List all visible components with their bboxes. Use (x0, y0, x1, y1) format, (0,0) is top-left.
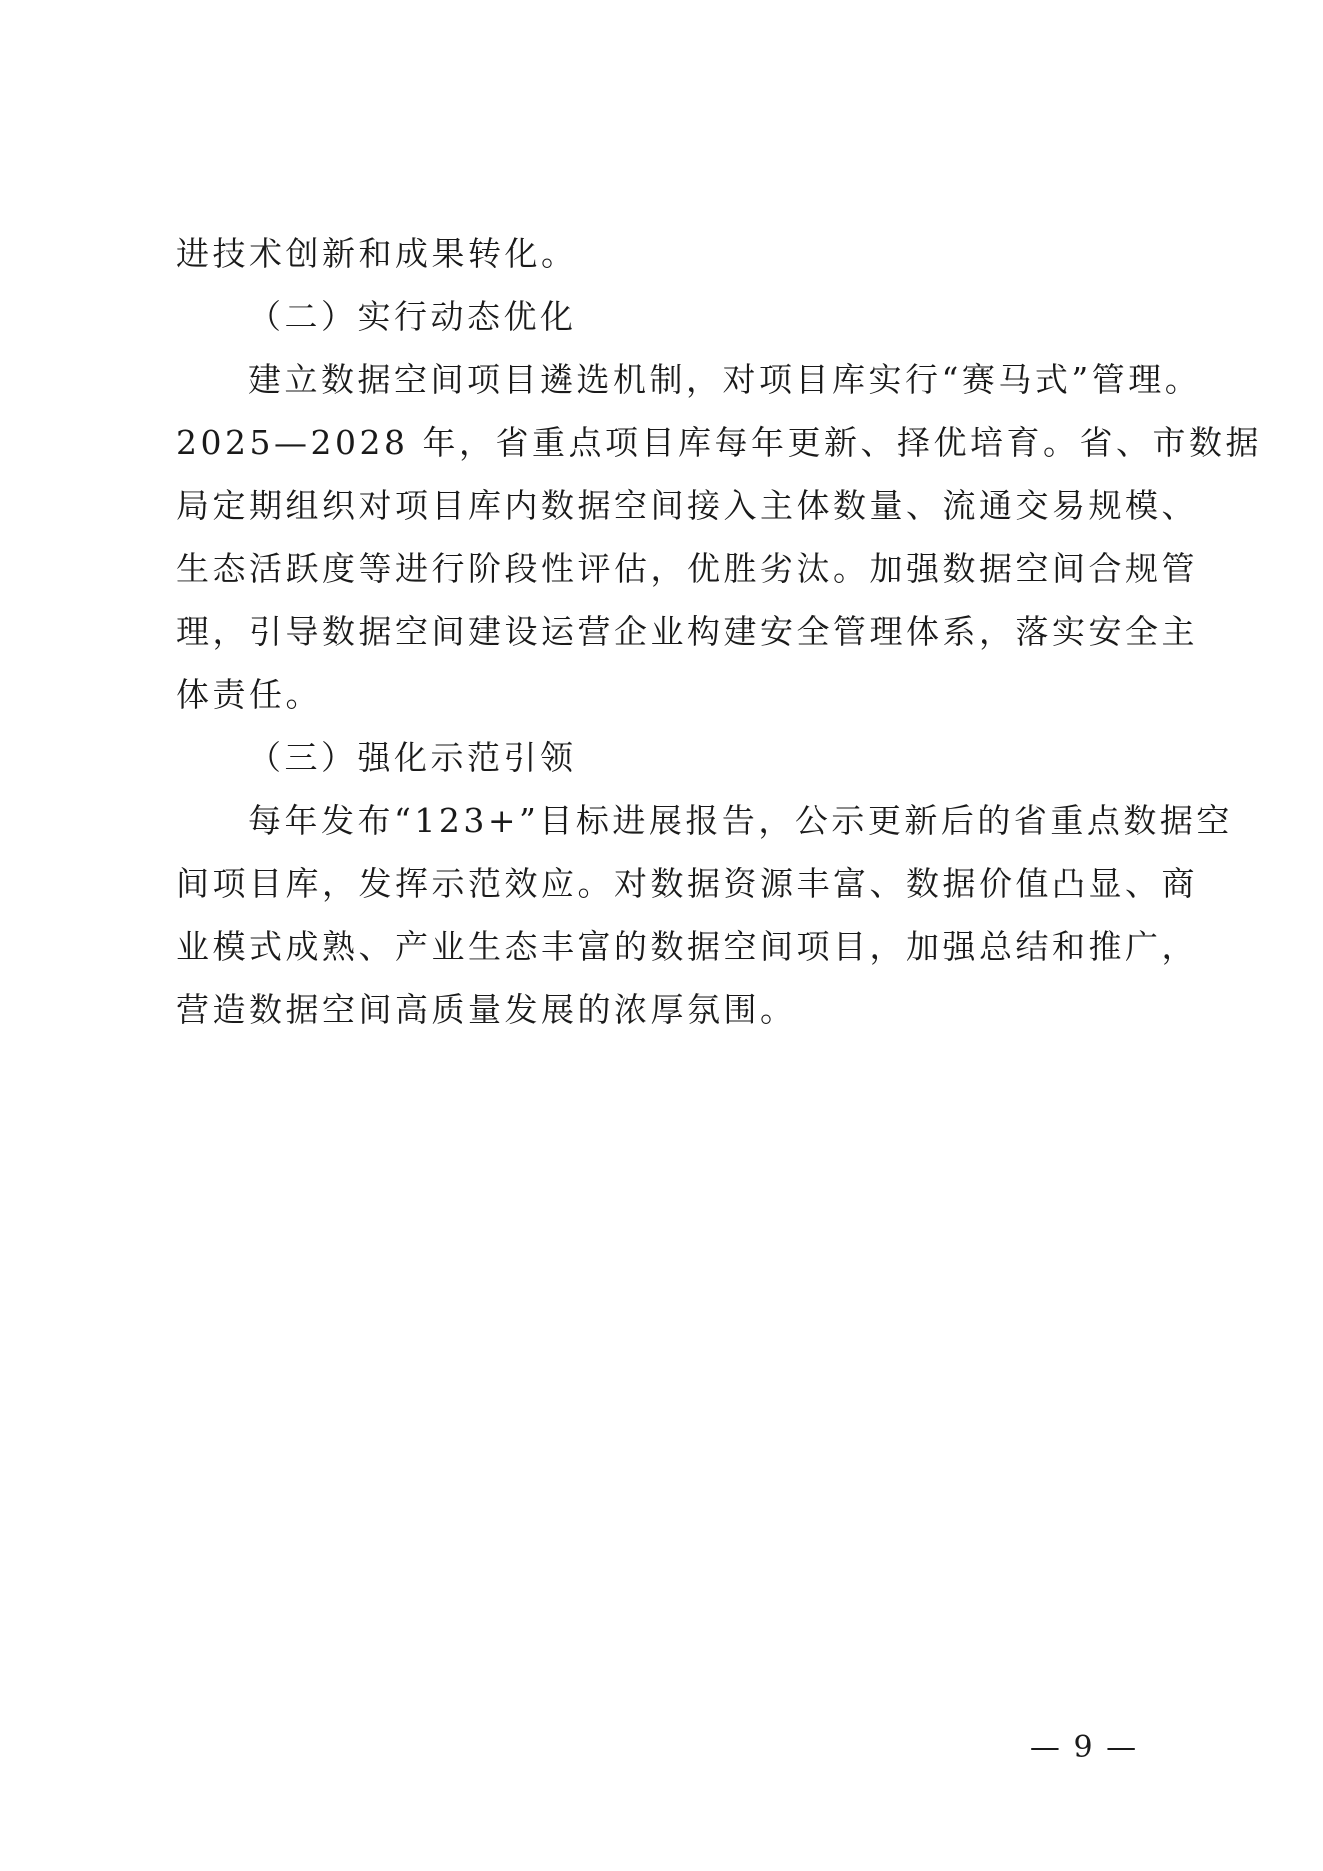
paragraph-line: 理，引导数据空间建设运营企业构建安全管理体系，落实安全主 (176, 612, 1198, 651)
paragraph-line: 建立数据空间项目遴选机制，对项目库实行“赛马式”管理。 (248, 360, 1202, 399)
paragraph-line: 生态活跃度等进行阶段性评估，优胜劣汰。加强数据空间合规管 (176, 549, 1198, 588)
page-number: — 9 — (1029, 1730, 1139, 1765)
section-heading: （二）实行动态优化 (248, 297, 577, 336)
paragraph-line: 业模式成熟、产业生态丰富的数据空间项目，加强总结和推广， (176, 927, 1198, 966)
paragraph-line: 体责任。 (176, 675, 322, 714)
section-heading: （三）强化示范引领 (248, 738, 577, 777)
paragraph-line: 局定期组织对项目库内数据空间接入主体数量、流通交易规模、 (176, 486, 1198, 525)
paragraph-line: 每年发布“123+”目标进展报告，公示更新后的省重点数据空 (248, 801, 1233, 840)
paragraph-line: 间项目库，发挥示范效应。对数据资源丰富、数据价值凸显、商 (176, 864, 1198, 903)
paragraph-line: 进技术创新和成果转化。 (176, 234, 578, 273)
paragraph-line: 营造数据空间高质量发展的浓厚氛围。 (176, 990, 797, 1029)
paragraph-line: 2025—2028 年，省重点项目库每年更新、择优培育。省、市数据 (176, 423, 1262, 462)
